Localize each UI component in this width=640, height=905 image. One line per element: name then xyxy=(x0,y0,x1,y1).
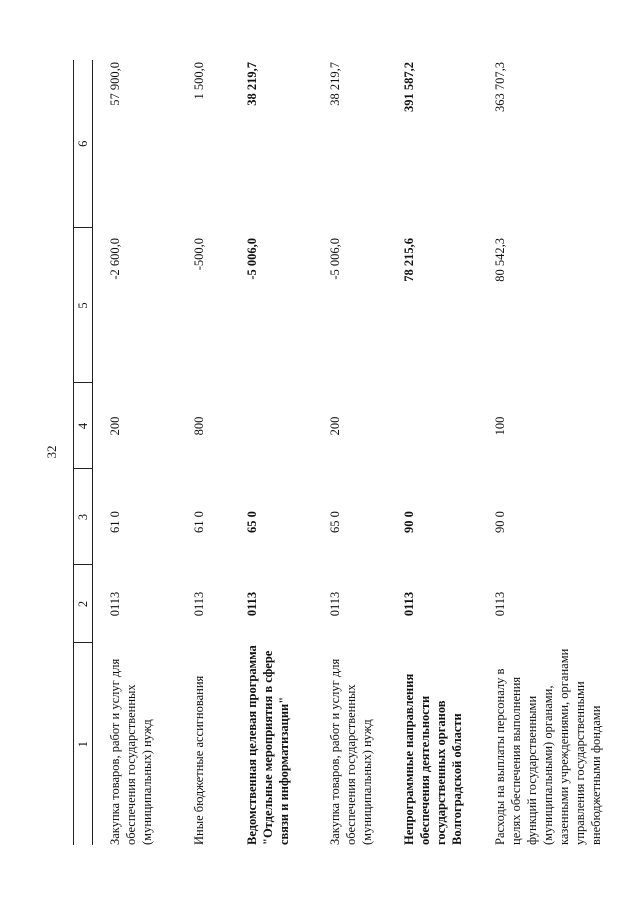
row-name: Непрограммные направления обеспечения деятельности государственных органов Волгоградской области xyxy=(402,673,464,845)
row-section-code: 0113 xyxy=(108,591,122,617)
page-number: 32 xyxy=(44,445,59,459)
row-section-code: 0113 xyxy=(192,591,206,617)
row-expense-type: 200 xyxy=(328,416,342,436)
header-col-6: 6 xyxy=(74,60,93,228)
row-name: Расходы на выплаты персоналу в целях обеспечения выполнения функций государственными (муниципальными) органами, казенными учреждениями, органами управления государственными внебюджетными фондами xyxy=(493,648,603,845)
row-expense-type xyxy=(231,383,310,469)
row-change-amount: -5 006,0 xyxy=(328,238,342,280)
row-name: Иные бюджетные ассигнования xyxy=(192,675,206,845)
row-name: Ведомственная целевая программа "Отдельные мероприятия в сфере связи и информатизации" xyxy=(245,645,291,845)
row-section-code: 0113 xyxy=(402,591,416,617)
row-target-article: 90 0 xyxy=(493,511,507,533)
row-total-amount: 38 219,7 xyxy=(328,62,342,106)
budget-table-sheet xyxy=(73,60,603,845)
table-row xyxy=(93,60,172,845)
row-expense-type: 100 xyxy=(493,416,507,436)
header-col-4: 4 xyxy=(74,383,93,469)
row-target-article: 65 0 xyxy=(328,511,342,533)
row-section-code: 0113 xyxy=(328,591,342,617)
header-col-3: 3 xyxy=(74,469,93,565)
row-expense-type: 200 xyxy=(108,416,122,436)
row-name: Закупка товаров, работ и услуг для обеспечения государственных (муниципальных) нужд xyxy=(108,658,154,845)
header-col-2: 2 xyxy=(74,565,93,643)
table-row xyxy=(387,60,479,845)
row-total-amount: 391 587,2 xyxy=(402,62,416,112)
header-col-5: 5 xyxy=(74,228,93,383)
row-change-amount: 78 215,6 xyxy=(402,238,416,282)
header-col-1: 1 xyxy=(74,643,93,845)
row-name: Закупка товаров, работ и услуг для обеспечения государственных (муниципальных) нужд xyxy=(328,658,374,845)
table-row xyxy=(479,60,604,845)
row-total-amount: 38 219,7 xyxy=(245,62,259,106)
table-row xyxy=(231,60,310,845)
row-total-amount: 363 707,3 xyxy=(493,62,507,112)
table-row xyxy=(310,60,387,845)
row-target-article: 61 0 xyxy=(192,511,206,533)
row-expense-type: 800 xyxy=(192,416,206,436)
table-row xyxy=(171,60,231,845)
row-total-amount: 57 900,0 xyxy=(108,62,122,106)
header-row xyxy=(74,60,93,845)
row-change-amount: 80 542,3 xyxy=(493,238,507,282)
row-expense-type xyxy=(387,383,479,469)
row-target-article: 90 0 xyxy=(402,511,416,533)
row-section-code: 0113 xyxy=(245,591,259,617)
row-target-article: 65 0 xyxy=(245,511,259,533)
row-section-code: 0113 xyxy=(493,591,507,617)
budget-table xyxy=(73,60,604,845)
row-change-amount: -500,0 xyxy=(192,238,206,271)
row-total-amount: 1 500,0 xyxy=(192,62,206,100)
row-change-amount: -2 600,0 xyxy=(108,238,122,280)
row-target-article: 61 0 xyxy=(108,511,122,533)
row-change-amount: -5 006,0 xyxy=(245,238,259,280)
